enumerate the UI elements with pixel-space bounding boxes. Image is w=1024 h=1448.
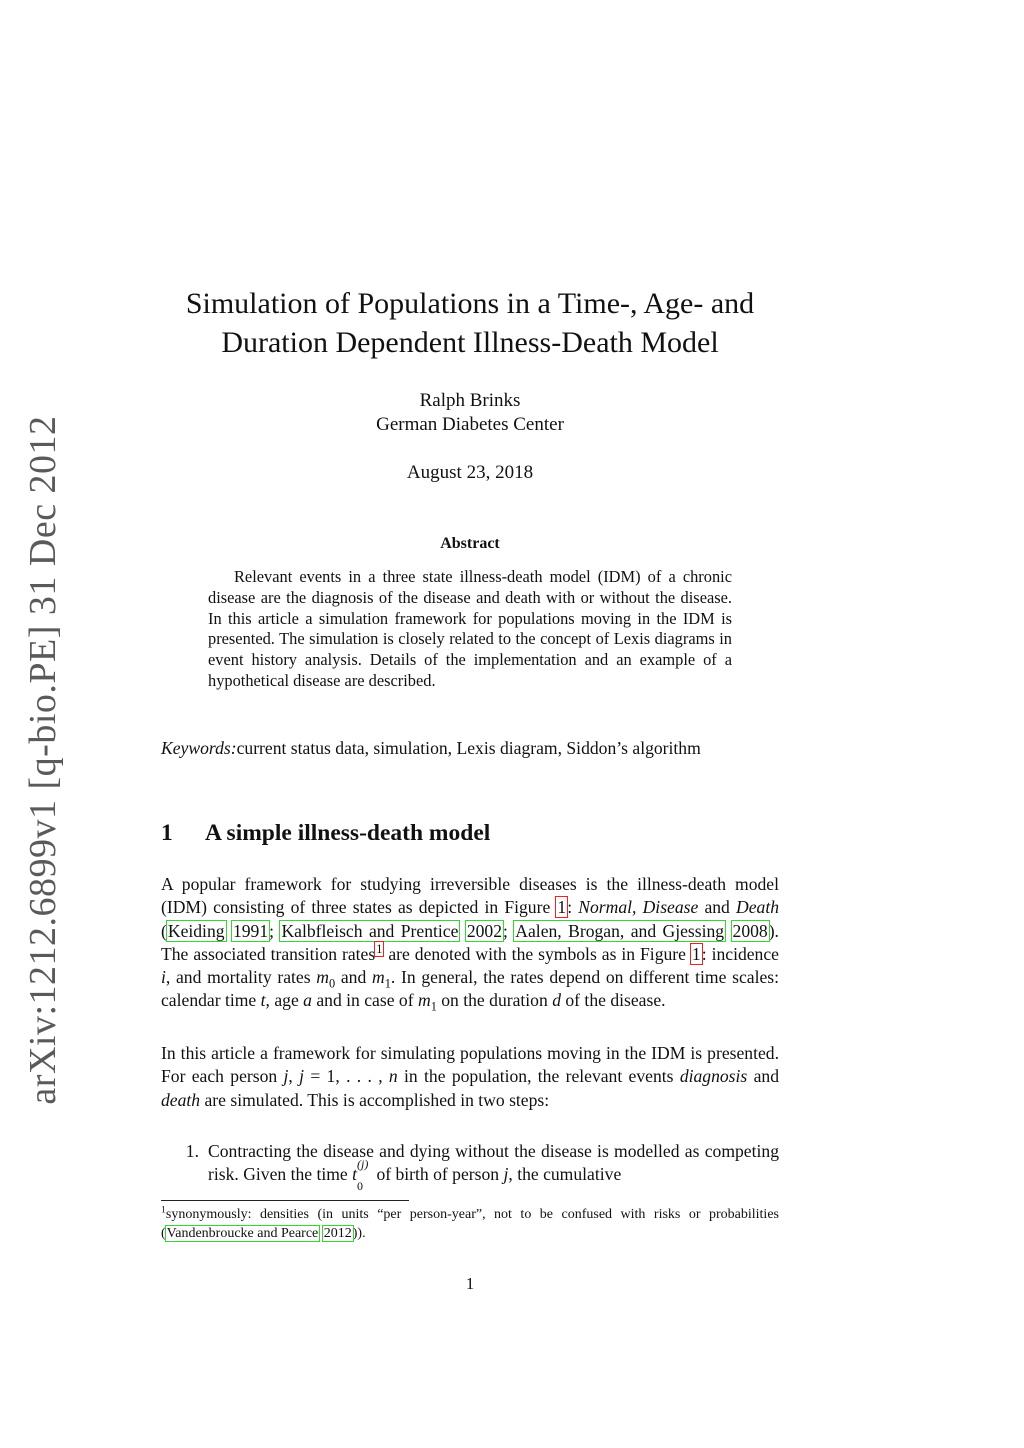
text-run: = 1, . . . , [304, 1066, 389, 1087]
text-run: , [288, 1066, 300, 1087]
text-run: , age [265, 990, 304, 1011]
subscript: 1 [384, 976, 391, 991]
text-run: ; [269, 920, 281, 941]
title-line-2: Duration Dependent Illness-Death Model [221, 326, 719, 359]
symbol-n: n [388, 1066, 398, 1087]
author-affiliation: German Diabetes Center [376, 414, 564, 435]
citation-vandenbroucke-link[interactable]: Vandenbroucke and Pearce [166, 1226, 319, 1241]
footnote-mark: 1 [161, 1204, 166, 1216]
symbol-incidence: i [161, 967, 166, 988]
symbol-j: j [283, 1066, 289, 1087]
paragraph-2 [161, 1042, 779, 1112]
arxiv-identifier-sidebar[interactable]: arXiv:1212.6899v1 [q-bio.PE] 31 Dec 2012 [22, 415, 64, 1105]
citation-keiding-link[interactable]: Keiding [167, 920, 225, 941]
footnote-reference-link[interactable]: 1 [376, 942, 383, 957]
text-run: in the population, the relevant events [397, 1066, 680, 1087]
symbol-j: j [503, 1164, 509, 1185]
citation-aalen-link[interactable]: Aalen, Brogan, and Gjessing [515, 920, 725, 941]
text-run: on the duration [436, 990, 553, 1011]
paper-title [160, 284, 780, 362]
text-run: . In general, the rates depend on different time scales: calendar time [161, 967, 780, 1011]
list-item-number: 1. [185, 1141, 199, 1161]
subscript: 1 [430, 1000, 437, 1014]
state-disease: Disease [642, 897, 699, 918]
text-run: and [698, 897, 737, 918]
text-run: ( [161, 920, 167, 941]
paragraph-1 [161, 873, 779, 1013]
title-line-1: Simulation of Populations in a Time-, Age- and [185, 287, 755, 320]
footnote [161, 1205, 779, 1243]
symbol-a: a [303, 990, 312, 1011]
citation-vandenbroucke-year-link[interactable]: 2012 [323, 1226, 352, 1241]
text-run: , and mortality rates [165, 967, 317, 988]
symbol-t0-indices [357, 1157, 372, 1194]
state-normal: Normal, [578, 897, 637, 918]
subscript: 0 [357, 1179, 364, 1194]
citation-kalbfleisch-link[interactable]: Kalbfleisch and Prentice [281, 920, 459, 941]
symbol-m1: m [371, 967, 385, 988]
citation-aalen-year-link[interactable]: 2008 [732, 920, 768, 941]
text-run: ). The associated transition rates [161, 920, 779, 964]
text-run: : incidence [701, 943, 779, 964]
text-run: of birth of person [372, 1164, 504, 1185]
symbol-t: t [260, 990, 266, 1011]
text-run: : [567, 897, 579, 918]
term-diagnosis: diagnosis [679, 1066, 748, 1087]
text-run: are denoted with the symbols as in Figure [383, 943, 691, 964]
text-run: and in case of [311, 990, 418, 1011]
footnote-divider [161, 1200, 409, 1201]
text-run: synonymously: densities (in units “per person-year”, not to be confused with risks or probabilities ( [161, 1207, 779, 1241]
page-number: 1 [465, 1274, 475, 1293]
text-run: In this article a framework for simulating populations moving in the IDM is presented. For each person [161, 1043, 779, 1087]
state-death: Death [736, 897, 780, 918]
symbol-t0: t [352, 1164, 358, 1185]
keywords-label: Keywords: [161, 738, 237, 758]
text-run: ; [503, 920, 515, 941]
superscript: (j) [357, 1157, 369, 1172]
list-item [161, 1140, 779, 1194]
steps-list [161, 1140, 779, 1194]
symbol-j: j [299, 1066, 305, 1087]
text-run: and [335, 967, 372, 988]
text-run: A popular framework for studying irreversible diseases is the illness-death model (IDM) consisting of three states as depicted in Figure [161, 874, 779, 918]
text-run: Contracting the disease and dying without the disease is modelled as competing risk. Given the time [208, 1141, 779, 1185]
section-title: A simple illness-death model [205, 820, 491, 846]
subscript: 0 [328, 976, 336, 991]
section-number: 1 [161, 820, 173, 846]
section-heading [161, 820, 490, 847]
abstract-text: Relevant events in a three state illness-death model (IDM) of a chronic disease are the diagnosis of the disease and death with or without the disease. In this article a simulation framework for populations moving in the IDM is presented. The simulation is closely related to the concept of Lexis diagrams in event history analysis. Details of the implementation and an example of a hypothetical disease are described. [208, 567, 732, 690]
text-run: and [747, 1066, 779, 1087]
symbol-m0: m [316, 967, 329, 988]
paper-date: August 23, 2018 [406, 462, 534, 483]
keywords [161, 737, 779, 761]
citation-keiding-year-link[interactable]: 1991 [232, 920, 269, 941]
symbol-d: d [552, 990, 561, 1011]
figure-reference-link[interactable]: 1 [557, 897, 567, 918]
abstract-heading: Abstract [440, 535, 500, 552]
text-run: )). [352, 1226, 366, 1241]
text-run: , the cumulative [508, 1164, 622, 1185]
text-run: are simulated. This is accomplished in two steps: [200, 1089, 550, 1110]
symbol-m1: m [417, 990, 431, 1011]
term-death: death [161, 1089, 201, 1110]
citation-kalbfleisch-year-link[interactable]: 2002 [466, 920, 502, 941]
list-item-text [208, 1140, 779, 1194]
author-name: Ralph Brinks [419, 390, 521, 411]
keywords-text: current status data, simulation, Lexis diagram, Siddon’s algorithm [236, 738, 701, 758]
figure-reference-link[interactable]: 1 [691, 943, 701, 964]
text-run: of the disease. [560, 990, 666, 1011]
